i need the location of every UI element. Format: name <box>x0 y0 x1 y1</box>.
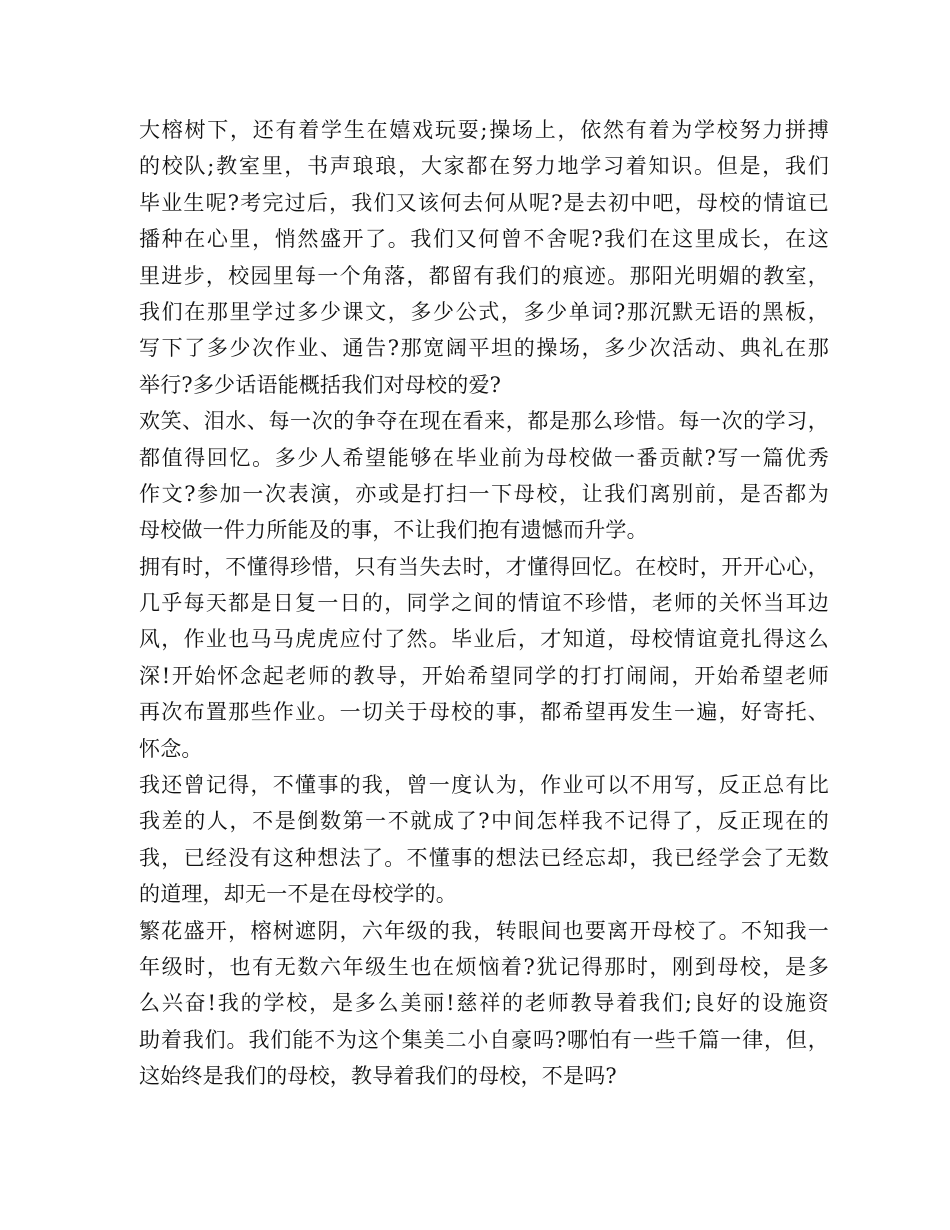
text-line: 这始终是我们的母校，教导着我们的母校，不是吗? <box>139 1064 617 1089</box>
paragraph-4 <box>139 767 829 913</box>
text-line: 繁花盛开，榕树遮阴，六年级的我，转眼间也要离开母校了。不知我一 <box>139 918 829 943</box>
text-line: 年级时，也有无数六年级生也在烦恼着?犹记得那时，刚到母校，是多 <box>139 954 829 979</box>
text-line: 怀念。 <box>139 736 203 761</box>
document-body <box>139 112 829 1095</box>
text-line: 再次布置那些作业。一切关于母校的事，都希望再发生一遍，好寄托、 <box>139 700 829 725</box>
text-line: 拥有时，不懂得珍惜，只有当失去时，才懂得回忆。在校时，开开心心， <box>139 554 829 579</box>
text-line: 助着我们。我们能不为这个集美二小自豪吗?哪怕有一些千篇一律，但， <box>139 1027 829 1052</box>
text-line: 的校队;教室里，书声琅琅，大家都在努力地学习着知识。但是，我们 <box>139 154 829 179</box>
text-line: 我还曾记得，不懂事的我，曾一度认为，作业可以不用写，反正总有比 <box>139 773 829 798</box>
text-line: 深!开始怀念起老师的教导，开始希望同学的打打闹闹，开始希望老师 <box>139 663 829 688</box>
text-line: 举行?多少话语能概括我们对母校的爱? <box>139 372 502 397</box>
text-line: 里进步，校园里每一个角落，都留有我们的痕迹。那阳光明媚的教室， <box>139 263 829 288</box>
paragraph-5 <box>139 913 829 1095</box>
text-line: 毕业生呢?考完过后，我们又该何去何从呢?是去初中吧，母校的情谊已 <box>139 190 829 215</box>
text-line: 么兴奋!我的学校，是多么美丽!慈祥的老师教导着我们;良好的设施资 <box>139 991 829 1016</box>
text-line: 作文?参加一次表演，亦或是打扫一下母校，让我们离别前，是否都为 <box>139 481 829 506</box>
paragraph-2 <box>139 403 829 549</box>
paragraph-1 <box>139 112 829 403</box>
text-line: 几乎每天都是日复一日的，同学之间的情谊不珍惜，老师的关怀当耳边 <box>139 591 829 616</box>
text-line: 我们在那里学过多少课文，多少公式，多少单词?那沉默无语的黑板， <box>139 299 829 324</box>
text-line: 我，已经没有这种想法了。不懂事的想法已经忘却，我已经学会了无数 <box>139 845 829 870</box>
text-line: 欢笑、泪水、每一次的争夺在现在看来，都是那么珍惜。每一次的学习， <box>139 409 829 434</box>
text-line: 的道理，却无一不是在母校学的。 <box>139 882 457 907</box>
text-line: 母校做一件力所能及的事，不让我们抱有遗憾而升学。 <box>139 518 648 543</box>
text-line: 风，作业也马马虎虎应付了然。毕业后，才知道，母校情谊竟扎得这么 <box>139 627 829 652</box>
text-line: 写下了多少次作业、通告?那宽阔平坦的操场，多少次活动、典礼在那 <box>139 336 829 361</box>
text-line: 大榕树下，还有着学生在嬉戏玩耍;操场上，依然有着为学校努力拼搏 <box>139 118 829 142</box>
paragraph-3 <box>139 549 829 767</box>
text-line: 我差的人，不是倒数第一不就成了?中间怎样我不记得了，反正现在的 <box>139 809 829 834</box>
text-line: 都值得回忆。多少人希望能够在毕业前为母校做一番贡献?写一篇优秀 <box>139 445 829 470</box>
text-line: 播种在心里，悄然盛开了。我们又何曾不舍呢?我们在这里成长，在这 <box>139 227 829 252</box>
